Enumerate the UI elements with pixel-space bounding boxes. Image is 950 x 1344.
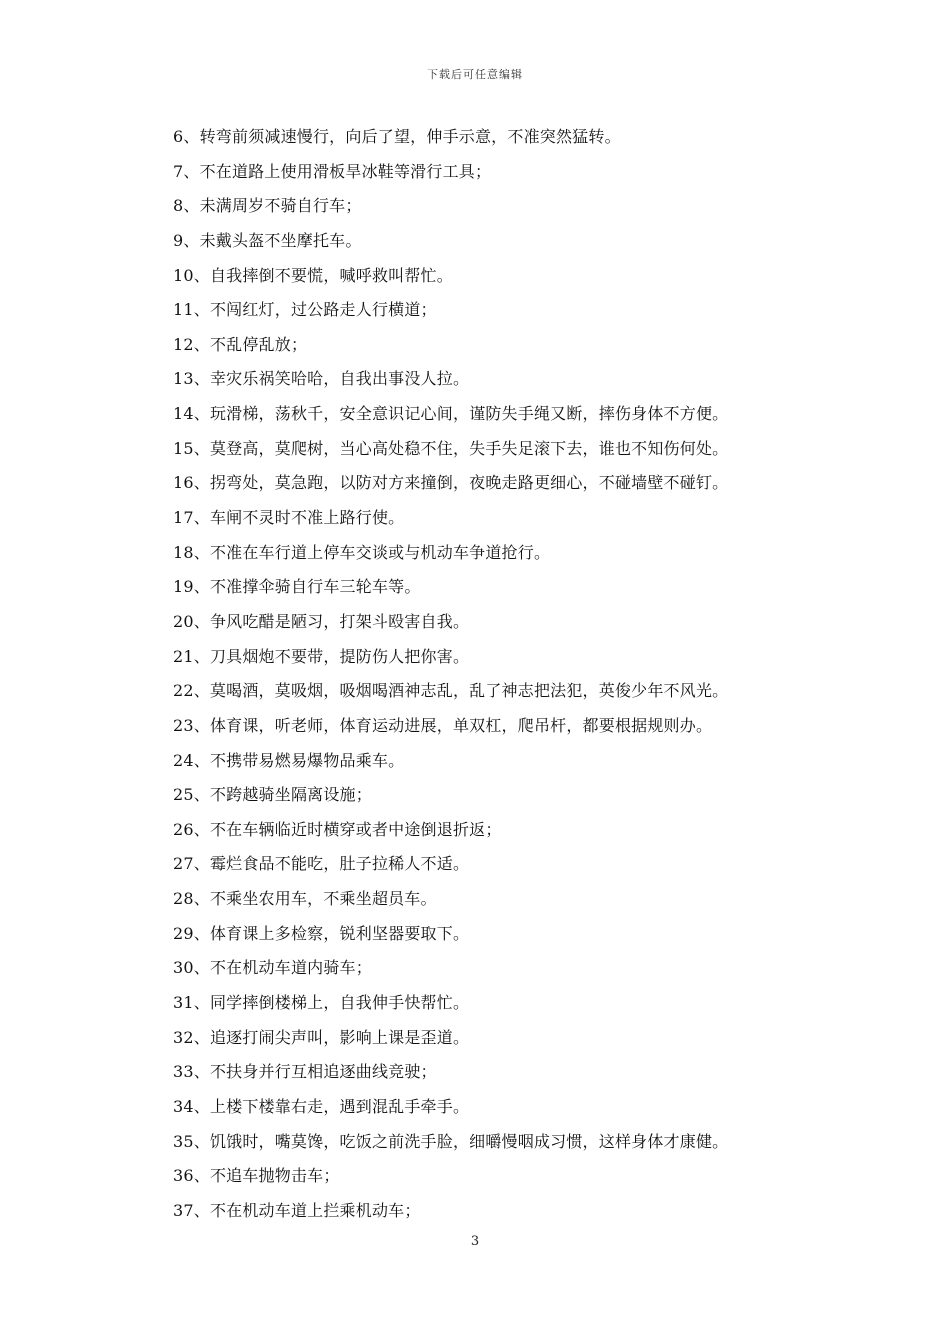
list-item: 27、霉烂食品不能吃，肚子拉稀人不适。 [173,854,470,874]
list-item: 30、不在机动车道内骑车； [173,958,372,978]
list-item: 23、体育课，听老师，体育运动进展，单双杠，爬吊杆，都要根据规则办。 [173,715,713,735]
list-item: 31、同学摔倒楼梯上，自我伸手快帮忙。 [173,993,470,1013]
list-item: 34、上楼下楼靠右走，遇到混乱手牵手。 [173,1096,470,1116]
list-item: 28、不乘坐农用车，不乘坐超员车。 [173,889,437,909]
page-header: 下载后可任意编辑 [427,68,523,81]
list-item: 17、车闸不灵时不准上路行使。 [173,508,405,528]
list-item: 9、未戴头盔不坐摩托车。 [173,230,362,250]
list-item: 10、自我摔倒不要慌，喊呼救叫帮忙。 [173,265,453,285]
list-item: 29、体育课上多检察，锐利坚器要取下。 [173,923,470,943]
list-item: 20、争风吃醋是陋习，打架斗殴害自我。 [173,611,470,631]
list-item: 13、幸灾乐祸笑哈哈，自我出事没人拉。 [173,369,470,389]
list-item: 15、莫登高，莫爬树，当心高处稳不住，失手失足滚下去，谁也不知伤何处。 [173,438,729,458]
list-item: 6、转弯前须减速慢行，向后了望，伸手示意，不准突然猛转。 [173,127,621,146]
list-item: 36、不追车抛物击车； [173,1166,340,1186]
list-item: 8、未满周岁不骑自行车； [173,196,362,216]
list-item: 22、莫喝酒，莫吸烟，吸烟喝酒神志乱，乱了神志把法犯，英俊少年不风光。 [173,681,729,701]
page-number: 3 [470,1234,480,1249]
list-item: 21、刀具烟炮不要带，提防伤人把你害。 [173,646,470,666]
list-item: 32、追逐打闹尖声叫，影响上课是歪道。 [173,1027,470,1047]
list-item: 26、不在车辆临近时横穿或者中途倒退折返； [173,819,502,839]
list-item: 12、不乱停乱放； [173,334,308,354]
list-item: 19、不准撑伞骑自行车三轮车等。 [173,577,421,597]
list-item: 24、不携带易燃易爆物品乘车。 [173,750,405,770]
list-item: 14、玩滑梯，荡秋千，安全意识记心间，谨防失手绳又断，摔伤身体不方便。 [173,404,729,424]
list-item: 33、不扶身并行互相追逐曲线竞驶； [173,1062,437,1082]
document-body [173,120,873,1229]
list-item: 37、不在机动车道上拦乘机动车； [173,1200,421,1220]
list-item: 18、不准在车行道上停车交谈或与机动车争道抢行。 [173,542,551,562]
list-item: 35、饥饿时，嘴莫馋，吃饭之前洗手脸，细嚼慢咽成习惯，这样身体才康健。 [173,1131,729,1151]
list-item: 11、不闯红灯，过公路走人行横道； [173,300,437,320]
list-item: 7、不在道路上使用滑板旱冰鞋等滑行工具； [173,161,492,181]
list-item: 25、不跨越骑坐隔离设施； [173,785,372,805]
list-item: 16、拐弯处，莫急跑，以防对方来撞倒，夜晚走路更细心，不碰墙壁不碰钉。 [173,473,729,493]
